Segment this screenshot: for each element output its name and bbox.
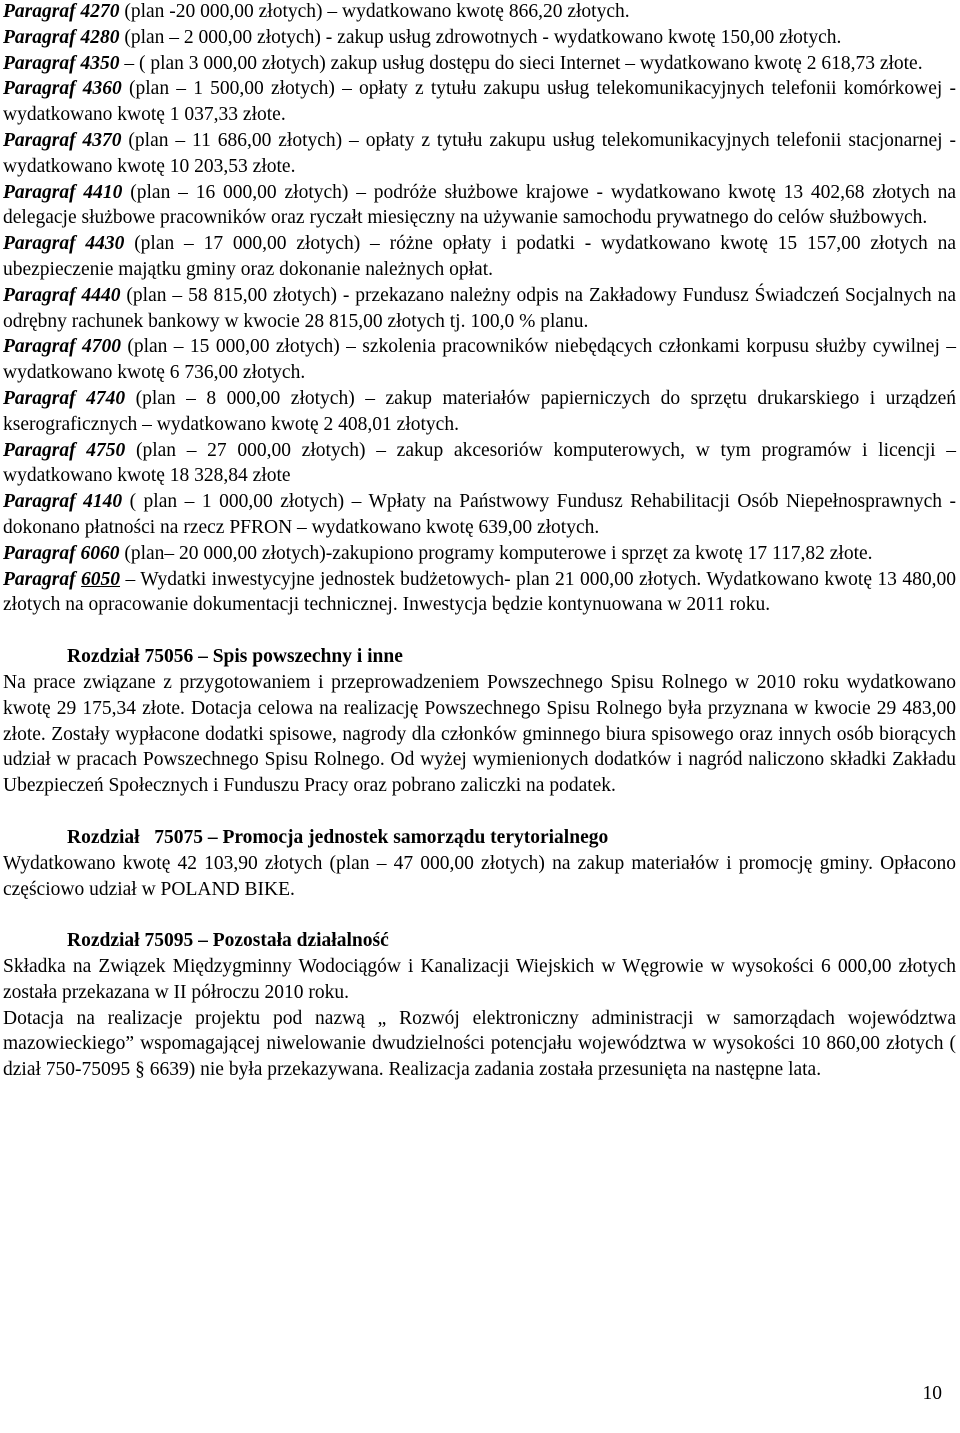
paragraph-4370 [3, 128, 956, 180]
paragraph-label: Paragraf 4350 [3, 52, 120, 74]
paragraph-6050 [3, 567, 956, 619]
paragraph-4440 [3, 283, 956, 335]
paragraph-4430 [3, 231, 956, 283]
paragraph-4140 [3, 489, 956, 541]
section-body-75095-a: Składka na Związek Międzygminny Wodociągów i Kanalizacji Wiejskich w Węgrowie w wysokości 6 000,00 złotych została przekazana w II półroczu 2010 roku. [3, 956, 956, 1003]
page-number: 10 [922, 1383, 942, 1404]
paragraph-label-number: 6050 [81, 568, 121, 590]
paragraph-label: Paragraf 4360 [3, 78, 122, 100]
paragraph-label: Paragraf 4270 [3, 1, 120, 22]
paragraph-label: Paragraf 4140 [3, 491, 123, 513]
paragraph-text: (plan – 17 000,00 złotych) – różne opłaty i podatki - wydatkowano kwotę 15 157,00 złotych na ubezpieczenie majątku gminy oraz dokonanie należnych opłat. [3, 233, 956, 280]
paragraph-4360 [3, 76, 956, 128]
paragraph-label: Paragraf 4440 [3, 284, 121, 306]
spacer [3, 618, 956, 644]
paragraph-text: (plan -20 000,00 złotych) – wydatkowano kwotę 866,20 złotych. [119, 1, 630, 22]
section-heading-75095: Rozdział 75095 – Pozostała działalność [67, 930, 389, 952]
paragraph-text: (plan – 11 686,00 złotych) – opłaty z tytułu zakupu usług telekomunikacyjnych telefonii stacjonarnej - wydatkowano kwotę 10 203,53 złote. [3, 129, 956, 177]
paragraph-4350 [3, 51, 956, 77]
paragraph-4410 [3, 180, 956, 232]
paragraph-text: (plan – 2 000,00 złotych) - zakup usług zdrowotnych - wydatkowano kwotę 150,00 złotych. [119, 26, 842, 48]
spacer [3, 902, 956, 928]
section-heading-75075: Rozdział 75075 – Promocja jednostek samorządu terytorialnego [67, 826, 609, 848]
section-body-75075: Wydatkowano kwotę 42 103,90 złotych (plan – 47 000,00 złotych) na zakup materiałów i promocję gminy. Opłacono częściowo udział w POLAND BIKE. [3, 852, 956, 900]
paragraph-text: ( plan – 1 000,00 złotych) – Wpłaty na Państwowy Fundusz Rehabilitacji Osób Niepełnosprawnych - dokonano płatności na rzecz PFRON – wydatkowano kwotę 639,00 złotych. [3, 491, 956, 538]
spacer [3, 799, 956, 825]
paragraph-label: Paragraf 4410 [3, 181, 123, 203]
paragraph-text: (plan – 27 000,00 złotych) – zakup akcesoriów komputerowych, w tym programów i licencji – wydatkowano kwotę 18 328,84 złote [3, 439, 956, 487]
paragraph-label: Paragraf [3, 568, 82, 590]
paragraph-text: – ( plan 3 000,00 złotych) zakup usług dostępu do sieci Internet – wydatkowano kwotę 2 618,73 złote. [119, 52, 923, 74]
paragraph-text: – Wydatki inwestycyjne jednostek budżetowych- plan 21 000,00 złotych. Wydatkowano kwotę 13 480,00 złotych na opracowanie dokumentacji technicznej. Inwestycja będzie kontynuowana w 2011 roku. [3, 568, 956, 616]
paragraph-label: Paragraf 4740 [3, 387, 126, 409]
section-heading-75056: Rozdział 75056 – Spis powszechny i inne [67, 646, 403, 668]
paragraph-label: Paragraf 4280 [3, 26, 120, 48]
paragraph-4270 [3, 0, 956, 25]
paragraph-6060 [3, 541, 956, 567]
paragraph-text: (plan– 20 000,00 złotych)-zakupiono programy komputerowe i sprzęt za kwotę 17 117,82 złote. [119, 542, 873, 564]
section-body-75056: Na prace związane z przygotowaniem i przeprowadzeniem Powszechnego Spisu Rolnego w 2010 roku wydatkowano kwotę 29 175,34 złote. Dotacja celowa na realizację Powszechnego Spisu Rolnego była przyznana w kwocie 29 483,00 złote. Zostały wypłacone dodatki spisowe, nagrody dla członków gminnego biura spisowego oraz innych osób biorących udział w pracach Powszechnego Spisu Rolnego. Od wyżej wymienionych dodatków i nagród naliczono składki Zakładu Ubezpieczeń Społecznych i Funduszu Pracy oraz pobrano zaliczki na podatek. [3, 671, 956, 797]
paragraph-4740 [3, 386, 956, 438]
paragraph-text: (plan – 16 000,00 złotych) – podróże służbowe krajowe - wydatkowano kwotę 13 402,68 złotych na delegacje służbowe pracowników oraz ryczałt miesięczny na używanie samochodu prywatnego do celów służbowych. [3, 181, 956, 229]
paragraph-4750 [3, 438, 956, 490]
paragraph-text: (plan – 58 815,00 złotych) - przekazano należny odpis na Zakładowy Fundusz Świadczeń Socjalnych na odrębny rachunek bankowy w kwocie 28 815,00 złotych tj. 100,0 % planu. [3, 284, 956, 332]
paragraph-4700 [3, 334, 956, 386]
paragraph-label: Paragraf 4750 [3, 439, 126, 461]
paragraph-text: (plan – 8 000,00 złotych) – zakup materiałów papierniczych do sprzętu drukarskiego i urządzeń kserograficznych – wydatkowano kwotę 2 408,01 złotych. [3, 387, 956, 435]
section-body-75095-b: Dotacja na realizacje projektu pod nazwą „ Rozwój elektroniczny administracji w samorządach województwa mazowieckiego” wspomagającej niwelowanie dwudzielności potencjału województwa w wysokości 10 860,00 złotych ( dział 750-75095 § 6639) nie była przekazywana. Realizacja zadania została przesunięta na następne lata. [3, 1007, 956, 1081]
paragraph-text: (plan – 15 000,00 złotych) – szkolenia pracowników niebędących członkami korpusu służby cywilnej – wydatkowano kwotę 6 736,00 złotych. [3, 336, 956, 384]
document-body [3, 0, 956, 1083]
paragraph-label: Paragraf 4700 [3, 336, 121, 358]
paragraph-4280 [3, 25, 956, 51]
paragraph-text: (plan – 1 500,00 złotych) – opłaty z tytułu zakupu usług telekomunikacyjnych telefonii komórkowej - wydatkowano kwotę 1 037,33 złote. [3, 78, 956, 126]
paragraph-label: Paragraf 4430 [3, 233, 125, 255]
paragraph-label: Paragraf 6060 [3, 542, 120, 564]
paragraph-label: Paragraf 4370 [3, 129, 122, 151]
